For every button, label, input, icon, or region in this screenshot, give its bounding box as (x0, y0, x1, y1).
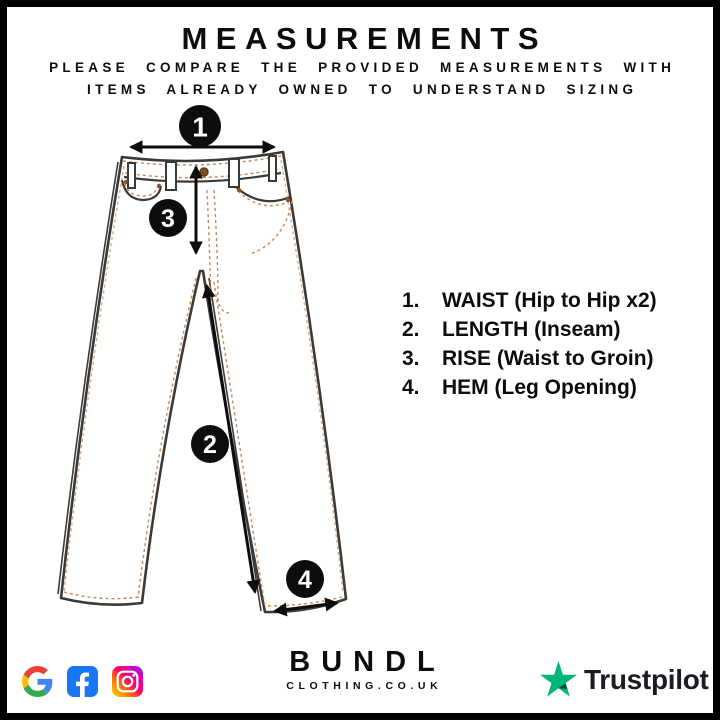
jeans-button (200, 168, 208, 176)
marker-4 (286, 560, 324, 598)
trustpilot-logo (540, 661, 709, 698)
google-icon (22, 666, 53, 697)
legend-item-hem (402, 376, 657, 405)
svg-text:4: 4 (298, 566, 312, 594)
legend-item-rise (402, 347, 657, 376)
svg-text:3: 3 (161, 205, 175, 233)
facebook-icon (67, 666, 98, 697)
legend-item-waist (402, 289, 657, 318)
legend-label: RISE (Waist to Groin) (442, 347, 654, 370)
brand-name: BUNDL (289, 646, 446, 678)
brand-domain: CLOTHING.CO.UK (286, 680, 443, 692)
subtitle-line-1: PLEASE COMPARE THE PROVIDED MEASUREMENTS WITH (49, 60, 676, 75)
measurements-legend (402, 289, 657, 405)
legend-number: 1. (402, 289, 420, 312)
trustpilot-wordmark: Trustpilot (584, 663, 709, 695)
legend-number: 4. (402, 376, 420, 399)
svg-text:2: 2 (203, 431, 217, 459)
legend-label: WAIST (Hip to Hip x2) (442, 289, 657, 312)
legend-item-length (402, 318, 657, 347)
legend-number: 3. (402, 347, 420, 370)
page-title: MEASUREMENTS (181, 21, 547, 56)
marker-3 (149, 199, 187, 237)
brand-logo (262, 646, 462, 692)
page-subtitle (0, 57, 720, 101)
legend-label: HEM (Leg Opening) (442, 376, 637, 399)
legend-number: 2. (402, 318, 420, 341)
trustpilot-star-icon (540, 661, 577, 698)
social-icons (22, 666, 143, 697)
jeans-outline (58, 152, 346, 612)
subtitle-line-2: ITEMS ALREADY OWNED TO UNDERSTAND SIZING (87, 82, 638, 97)
svg-text:1: 1 (192, 111, 208, 143)
marker-1 (179, 105, 221, 147)
marker-2 (191, 425, 229, 463)
instagram-icon (112, 666, 143, 697)
jeans-diagram (40, 105, 370, 630)
legend-label: LENGTH (Inseam) (442, 318, 621, 341)
